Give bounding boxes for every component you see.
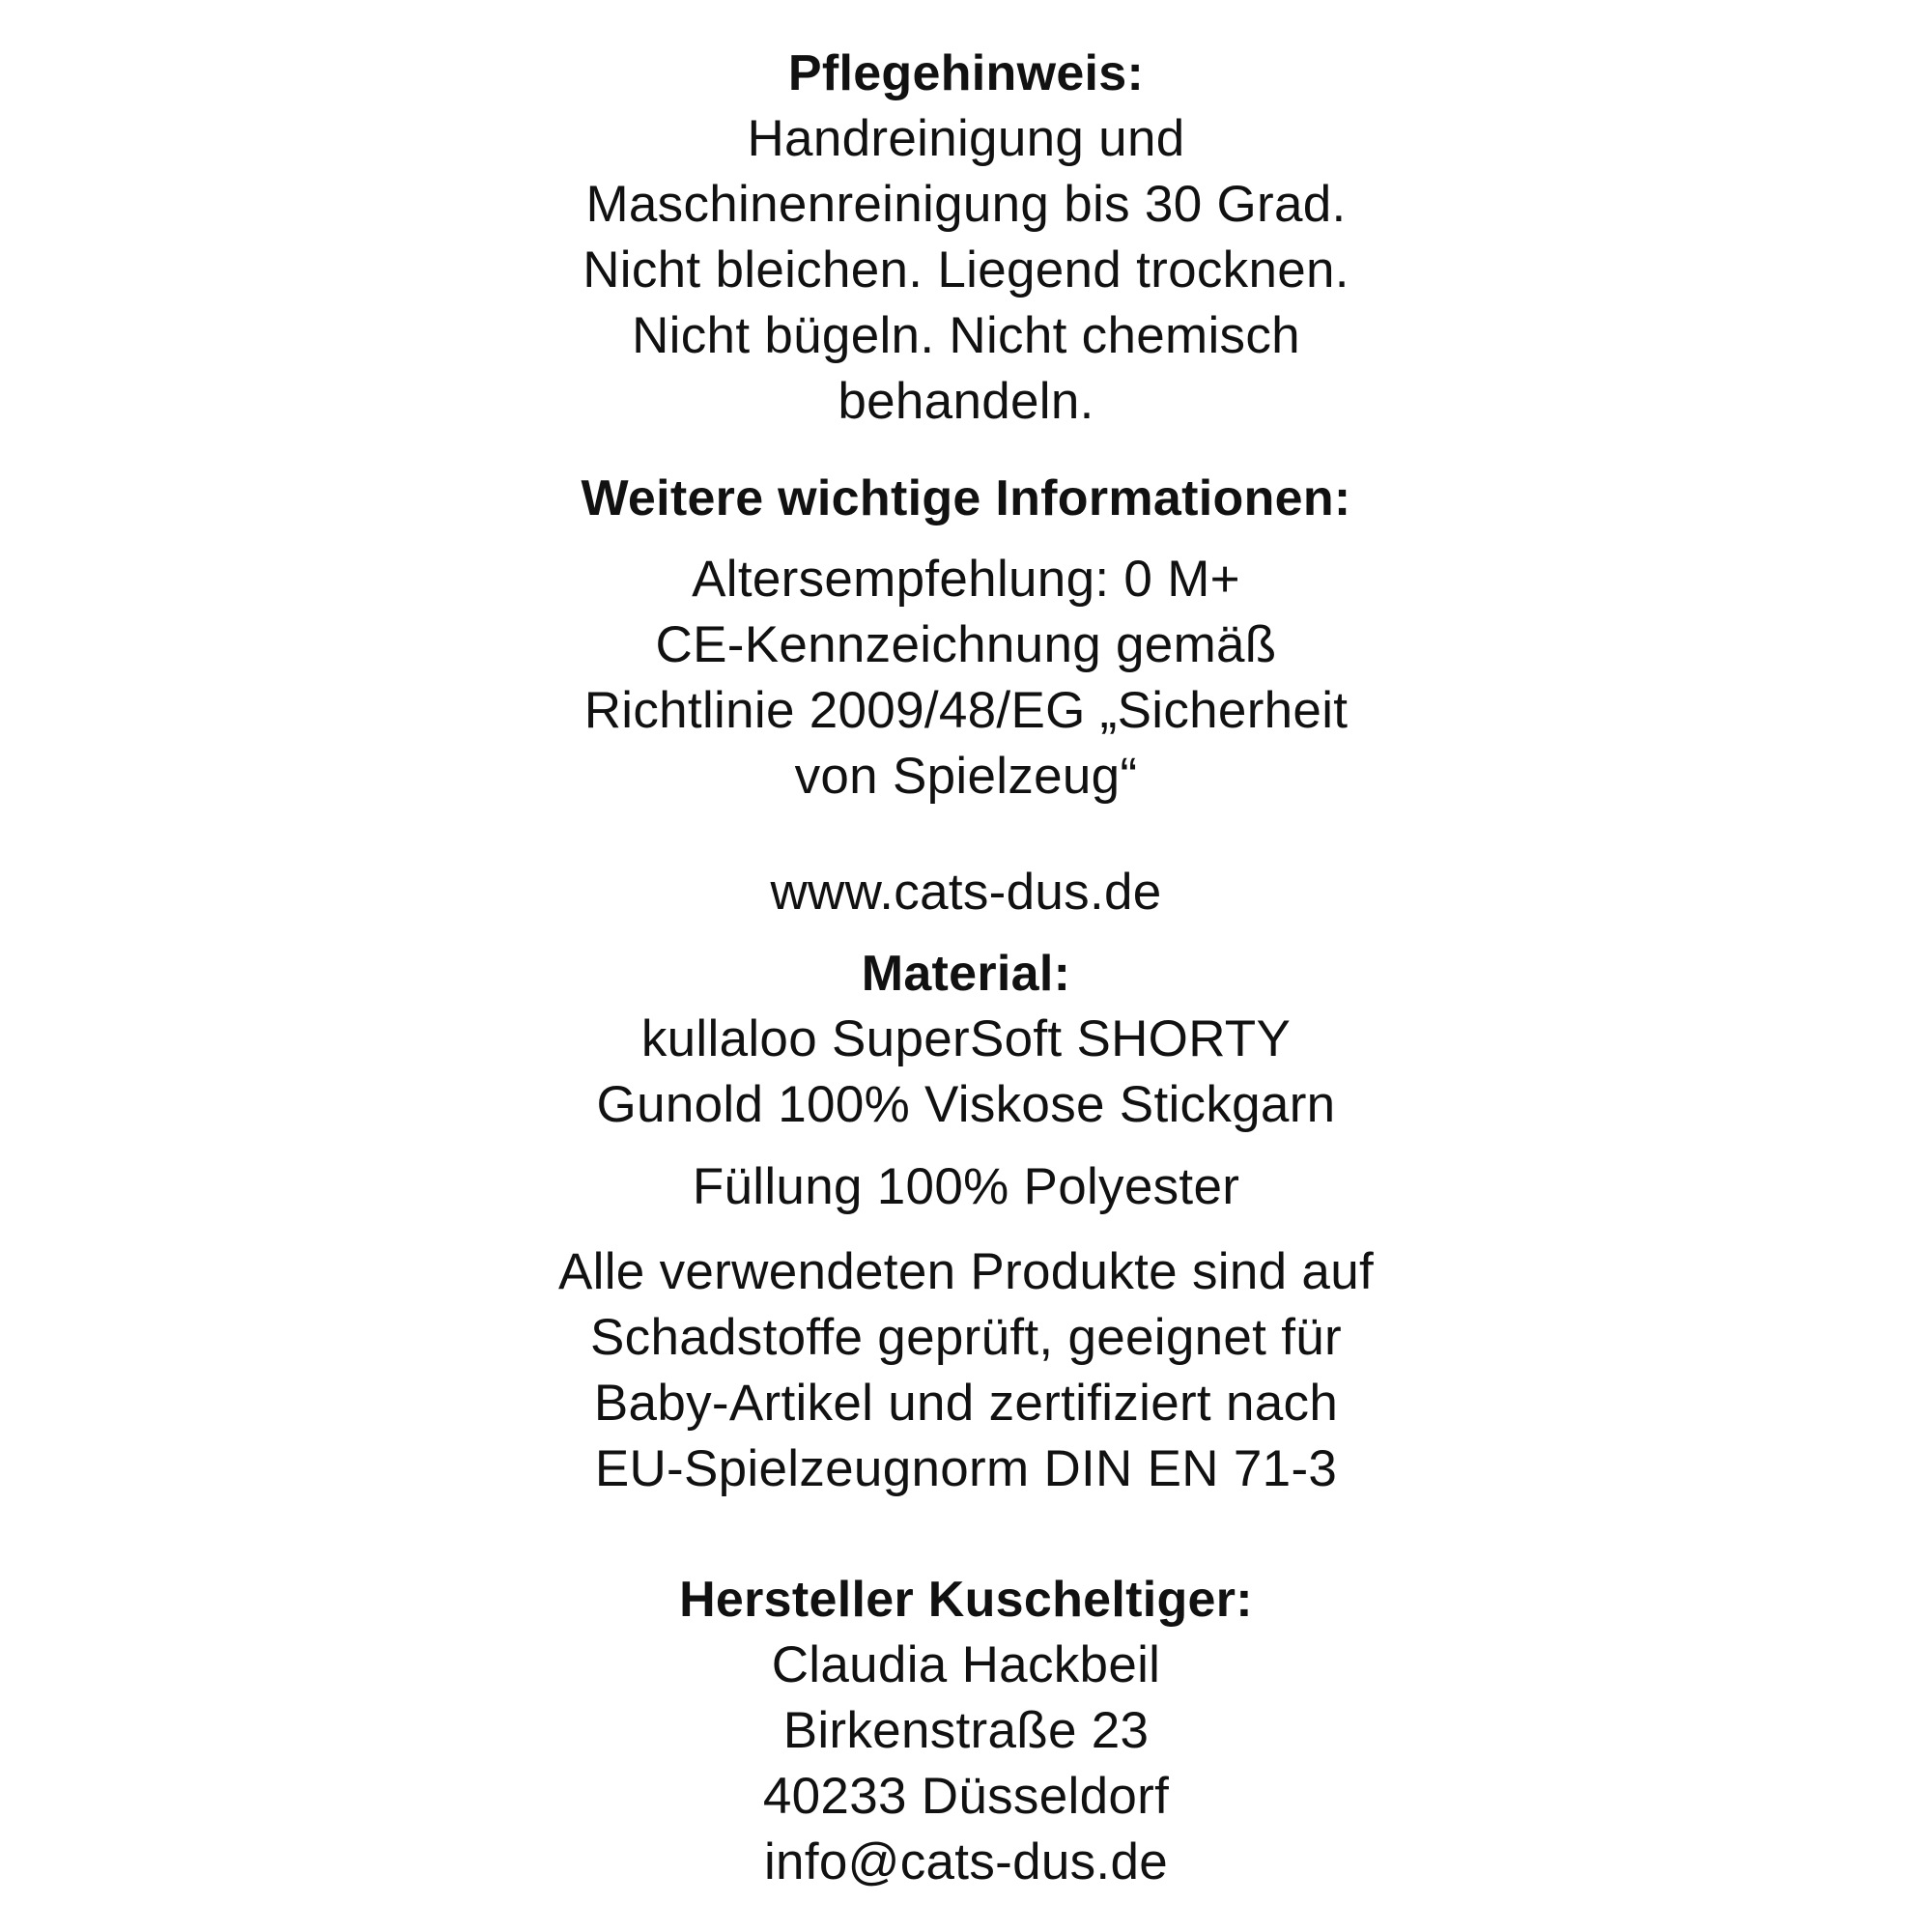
manufacturer-city: 40233 Düsseldorf <box>762 1768 1170 1825</box>
material-note-line: Baby-Artikel und zertifiziert nach <box>593 1375 1339 1432</box>
website-block <box>0 860 1932 925</box>
manufacturer-street: Birkenstraße 23 <box>782 1702 1150 1759</box>
material-note <box>0 1239 1932 1502</box>
material-note-line: Alle verwendeten Produkte sind auf <box>558 1243 1374 1300</box>
care-line: Nicht bügeln. Nicht chemisch <box>632 307 1300 364</box>
care-line: behandeln. <box>838 373 1094 430</box>
info-heading: Weitere wichtige Informationen: <box>581 470 1351 526</box>
filling-block <box>0 1154 1932 1220</box>
info-line: von Spielzeug“ <box>794 748 1138 805</box>
filling-line: Füllung 100% Polyester <box>692 1158 1240 1215</box>
info-lines <box>0 547 1932 810</box>
manufacturer-email[interactable]: info@cats-dus.de <box>763 1833 1169 1890</box>
care-line: Maschinenreinigung bis 30 Grad. <box>585 176 1347 233</box>
manufacturer-heading: Hersteller Kuscheltiger: <box>679 1572 1253 1628</box>
info-line: CE-Kennzeichnung gemäß <box>655 616 1277 673</box>
care-section <box>0 41 1932 435</box>
care-heading: Pflegehinweis: <box>787 45 1145 101</box>
care-line: Handreinigung und <box>747 110 1185 167</box>
material-section <box>0 941 1932 1138</box>
material-heading: Material: <box>861 946 1071 1002</box>
info-line: Altersempfehlung: 0 M+ <box>692 551 1240 608</box>
info-section <box>0 466 1932 531</box>
info-line: Richtlinie 2009/48/EG „Sicherheit <box>583 682 1349 739</box>
manufacturer-section <box>0 1567 1932 1895</box>
material-note-line: Schadstoffe geprüft, geeignet für <box>590 1309 1342 1366</box>
material-line: kullaloo SuperSoft SHORTY <box>640 1010 1292 1067</box>
care-line: Nicht bleichen. Liegend trocknen. <box>582 242 1350 298</box>
material-note-line: EU-Spielzeugnorm DIN EN 71-3 <box>594 1440 1338 1497</box>
website-link[interactable]: www.cats-dus.de <box>770 864 1162 921</box>
material-line: Gunold 100% Viskose Stickgarn <box>596 1076 1336 1133</box>
manufacturer-name: Claudia Hackbeil <box>771 1636 1161 1693</box>
